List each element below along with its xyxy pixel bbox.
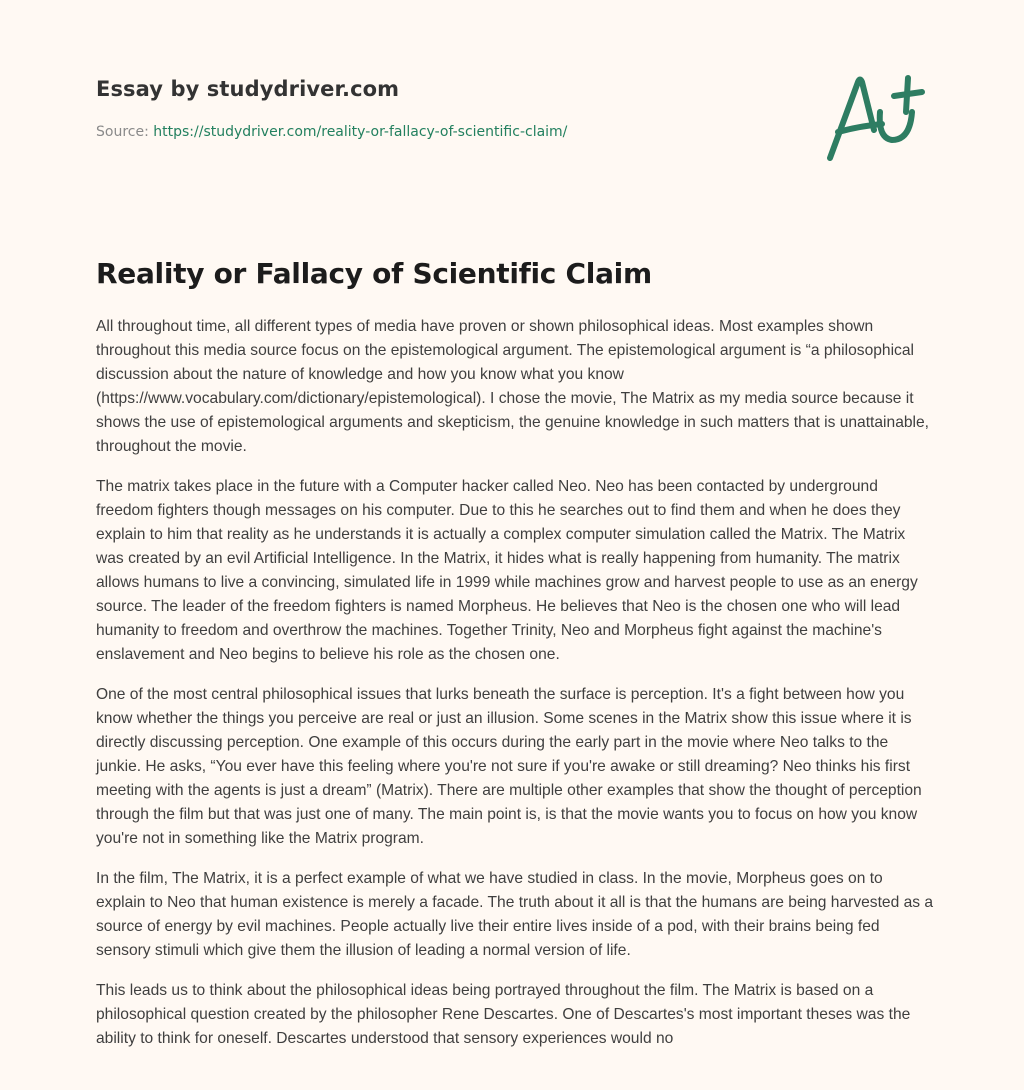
- essay-header: [96, 74, 796, 142]
- paragraph: The matrix takes place in the future with a Computer hacker called Neo. Neo has been contacted by underground freedom fighters though messages on his computer. Due to this he searches out to find them and when he does they explain to him that reality as he understands it is actually a complex computer simulation called the Matrix. The Matrix was created by an evil Artificial Intelligence. In the Matrix, it hides what is really happening from humanity. The matrix allows humans to live a convincing, simulated life in 1999 while machines grow and harvest people to use as an energy source. The leader of the freedom fighters is named Morpheus. He believes that Neo is the chosen one who will lead humanity to freedom and overthrow the machines. Together Trinity, Neo and Morpheus fight against the machine's enslavement and Neo begins to believe his role as the chosen one.: [96, 478, 918, 663]
- paragraph: One of the most central philosophical issues that lurks beneath the surface is perception. It's a fight between how you know whether the things you perceive are real or just an illusion. Some scenes in the Matrix show this issue where it is directly discussing perception. One example of this occurs during the early part in the movie where Neo talks to the junkie. He asks, “You ever have this feeling where you're not sure if you're awake or still dreaming? Neo thinks his first meeting with the agents is just a dream” (Matrix). There are multiple other examples that show the thought of perception through the film but that was just one of many. The main point is, is that the movie wants you to focus on how you know you're not in something like the Matrix program.: [96, 686, 922, 847]
- article-title: Reality or Fallacy of Scientific Claim: [96, 257, 652, 290]
- source-label: Source:: [96, 124, 149, 140]
- brand-title: Essay by studydriver.com: [96, 77, 400, 101]
- article-body: [96, 315, 934, 1067]
- a-plus-grade-icon: [822, 68, 928, 164]
- paragraph: All throughout time, all different types of media have proven or shown philosophical ideas. Most examples shown throughout this media source focus on the epistemological argument. The epistemological argument is “a philosophical discussion about the nature of knowledge and how you know what you know (https://www.vocabulary.com/dictionary/epistemological). I chose the movie, The Matrix as my media source because it shows the use of epistemological arguments and skepticism, the genuine knowledge in such matters that is unattainable, throughout the movie.: [96, 318, 930, 455]
- source-line: [96, 122, 796, 142]
- source-link[interactable]: https://studydriver.com/reality-or-fallacy-of-scientific-claim/: [153, 124, 568, 140]
- paragraph: This leads us to think about the philosophical ideas being portrayed throughout the film. The Matrix is based on a philosophical question created by the philosopher Rene Descartes. One of Descartes's most important theses was the ability to think for oneself. Descartes understood that sensory experiences would no: [96, 982, 911, 1047]
- paragraph: In the film, The Matrix, it is a perfect example of what we have studied in class. In the movie, Morpheus goes on to explain to Neo that human existence is merely a facade. The truth about it all is that the humans are being harvested as a source of energy by evil machines. People actually live their entire lives inside of a pod, with their brains being fed sensory stimuli which give them the illusion of leading a normal version of life.: [96, 870, 934, 959]
